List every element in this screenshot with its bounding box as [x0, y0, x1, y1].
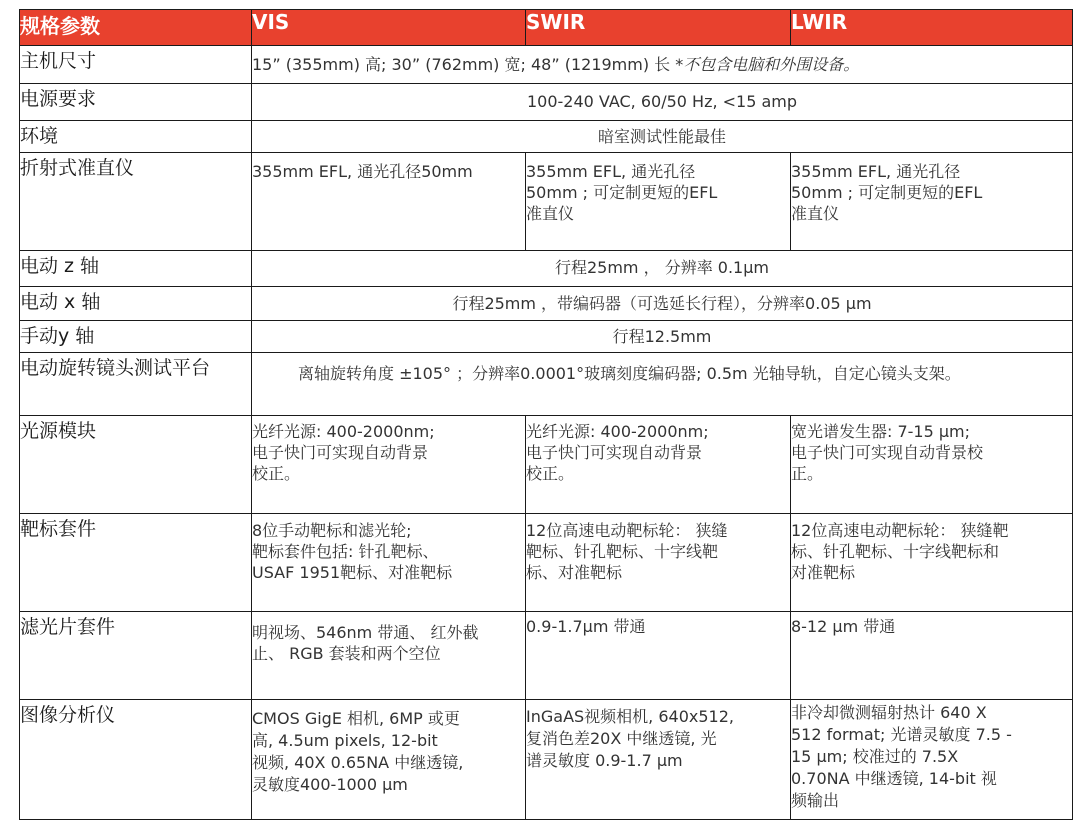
light-vis-line: 光纤光源: 400-2000nm;: [252, 422, 435, 441]
light-vis: [252, 416, 526, 514]
light-vis-line: 校正。: [252, 464, 301, 483]
label-rotary-stage: 电动旋转镜头测试平台: [20, 353, 252, 416]
light-lwir-line: 电子快门可实现自动背景校: [791, 443, 984, 462]
analyzer-lwir: [791, 700, 1073, 820]
label-light-source: 光源模块: [20, 416, 252, 514]
value-rotary-stage: 离轴旋转角度 ±105° ；分辨率0.0001°玻璃刻度编码器; 0.5m 光轴导轨，自定心镜头支架。: [252, 353, 1073, 416]
light-lwir: [791, 416, 1073, 514]
value-y-axis: 行程12.5mm: [252, 321, 1073, 353]
light-swir: [526, 416, 791, 514]
row-target-kit: [20, 514, 1073, 612]
target-vis-line: 靶标套件包括: 针孔靶标、: [252, 542, 439, 561]
collimator-lwir-line: 准直仪: [791, 204, 840, 223]
dims-text: 15” (355mm) 高; 30” (762mm) 宽; 48” (1219mm) 长 *: [252, 55, 684, 74]
row-filter-kit: [20, 612, 1073, 700]
label-target-kit: 靶标套件: [20, 514, 252, 612]
header-swir: SWIR: [526, 10, 791, 46]
row-rotary-stage: [20, 353, 1073, 416]
analyzer-lwir-line: 非冷却微测辐射热计 640 X: [791, 703, 987, 722]
collimator-lwir: [791, 153, 1073, 251]
target-swir: [526, 514, 791, 612]
analyzer-swir-line: 复消色差20X 中继透镜, 光: [526, 729, 717, 748]
row-power: [20, 84, 1073, 121]
analyzer-lwir-line: 15 μm; 校准过的 7.5X: [791, 747, 959, 766]
light-swir-line: 光纤光源: 400-2000nm;: [526, 422, 709, 441]
row-image-analyzer: [20, 700, 1073, 820]
label-z-axis: 电动 z 轴: [20, 251, 252, 287]
target-swir-line: 靶标、针孔靶标、十字线靶: [526, 542, 719, 561]
target-lwir-line: 对准靶标: [791, 563, 856, 582]
value-z-axis: 行程25mm ， 分辨率 0.1μm: [252, 251, 1073, 287]
analyzer-lwir-line: 频输出: [791, 791, 840, 810]
row-z-axis: [20, 251, 1073, 287]
header-lwir: LWIR: [791, 10, 1073, 46]
collimator-vis: 355mm EFL, 通光孔径50mm: [252, 153, 526, 251]
light-swir-line: 校正。: [526, 464, 575, 483]
collimator-lwir-line: 355mm EFL, 通光孔径: [791, 162, 961, 181]
header-spec: 规格参数: [20, 10, 252, 46]
analyzer-vis-line: 灵敏度400-1000 μm: [252, 775, 408, 794]
label-filter-kit: 滤光片套件: [20, 612, 252, 700]
collimator-lwir-line: 50mm ; 可定制更短的EFL: [791, 183, 983, 202]
label-collimator: 折射式准直仪: [20, 153, 252, 251]
label-environment: 环境: [20, 121, 252, 153]
filter-vis: [252, 612, 526, 700]
target-swir-line: 标、对准靶标: [526, 563, 623, 582]
row-y-axis: [20, 321, 1073, 353]
analyzer-vis: [252, 700, 526, 820]
value-environment: 暗室测试性能最佳: [252, 121, 1073, 153]
light-lwir-line: 宽光谱发生器: 7-15 μm;: [791, 422, 971, 441]
row-dimensions: [20, 46, 1073, 84]
light-vis-line: 电子快门可实现自动背景: [252, 443, 429, 462]
collimator-swir-line: 50mm ; 可定制更短的EFL: [526, 183, 718, 202]
target-lwir-line: 12位高速电动靶标轮： 狭缝靶: [791, 521, 1009, 540]
analyzer-vis-line: 视频, 40X 0.65NA 中继透镜,: [252, 753, 464, 772]
light-lwir-line: 正。: [791, 464, 824, 483]
header-row: [20, 10, 1073, 46]
collimator-swir-line: 355mm EFL, 通光孔径: [526, 162, 696, 181]
label-power: 电源要求: [20, 84, 252, 121]
target-lwir: [791, 514, 1073, 612]
label-dimensions: 主机尺寸: [20, 46, 252, 84]
filter-vis-line: 明视场、546nm 带通、 红外截: [252, 623, 479, 642]
value-power: 100-240 VAC, 60/50 Hz, <15 amp: [252, 84, 1073, 121]
value-x-axis: 行程25mm ，带编码器（可选延长行程），分辨率0.05 μm: [252, 287, 1073, 321]
analyzer-lwir-line: 0.70NA 中继透镜, 14-bit 视: [791, 769, 997, 788]
row-collimator: [20, 153, 1073, 251]
target-lwir-line: 标、针孔靶标、十字线靶标和: [791, 542, 1000, 561]
analyzer-vis-line: CMOS GigE 相机, 6MP 或更: [252, 709, 460, 728]
dims-note: 不包含电脑和外围设备。: [683, 55, 860, 74]
row-environment: [20, 121, 1073, 153]
row-light-source: [20, 416, 1073, 514]
collimator-swir: [526, 153, 791, 251]
value-dimensions: [252, 46, 1073, 84]
analyzer-swir: [526, 700, 791, 820]
target-vis-line: USAF 1951靶标、对准靶标: [252, 563, 453, 582]
filter-vis-line: 止、 RGB 套装和两个空位: [252, 644, 441, 663]
analyzer-swir-line: InGaAS视频相机, 640x512,: [526, 707, 734, 726]
filter-swir: 0.9-1.7μm 带通: [526, 612, 791, 700]
label-x-axis: 电动 x 轴: [20, 287, 252, 321]
analyzer-lwir-line: 512 format; 光谱灵敏度 7.5 -: [791, 725, 1012, 744]
row-x-axis: [20, 287, 1073, 321]
label-y-axis: 手动y 轴: [20, 321, 252, 353]
target-vis-line: 8位手动靶标和滤光轮;: [252, 521, 412, 540]
spec-table: [19, 9, 1073, 820]
label-image-analyzer: 图像分析仪: [20, 700, 252, 820]
light-swir-line: 电子快门可实现自动背景: [526, 443, 703, 462]
target-vis: [252, 514, 526, 612]
target-swir-line: 12位高速电动靶标轮： 狭缝: [526, 521, 728, 540]
header-vis: VIS: [252, 10, 526, 46]
analyzer-vis-line: 高, 4.5um pixels, 12-bit: [252, 731, 438, 750]
filter-lwir: 8-12 μm 带通: [791, 612, 1073, 700]
analyzer-swir-line: 谱灵敏度 0.9-1.7 μm: [526, 751, 683, 770]
collimator-swir-line: 准直仪: [526, 204, 575, 223]
